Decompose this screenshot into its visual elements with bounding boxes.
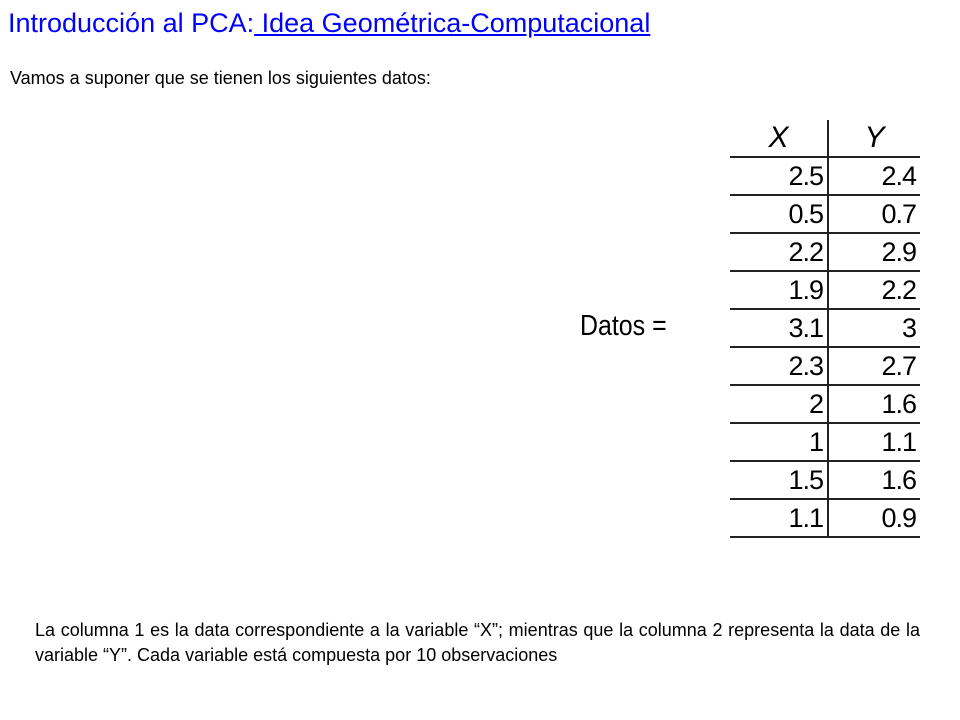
cell-y: 0.7 <box>828 195 920 233</box>
datos-label: Datos = <box>580 310 667 342</box>
cell-x: 2 <box>730 385 828 423</box>
table-row <box>730 195 920 233</box>
cell-x: 2.5 <box>730 157 828 195</box>
table-row <box>730 309 920 347</box>
page-title <box>8 8 650 39</box>
cell-x: 3.1 <box>730 309 828 347</box>
table-row <box>730 233 920 271</box>
title-prefix: Introducción al PCA: <box>8 8 255 38</box>
table-header-row <box>730 120 920 157</box>
footer-text: La columna 1 es la data correspondiente a la variable “X”; mientras que la columna 2 representa la data de la variable “Y”. Cada variable está compuesta por 10 observaciones <box>35 620 920 665</box>
cell-x: 1.1 <box>730 499 828 537</box>
table-row <box>730 347 920 385</box>
table-row <box>730 157 920 195</box>
cell-x: 2.2 <box>730 233 828 271</box>
table-row <box>730 385 920 423</box>
cell-y: 1.1 <box>828 423 920 461</box>
intro-text: Vamos a suponer que se tienen los siguientes datos: <box>10 68 431 88</box>
cell-x: 1 <box>730 423 828 461</box>
cell-x: 1.9 <box>730 271 828 309</box>
cell-y: 2.2 <box>828 271 920 309</box>
cell-y: 1.6 <box>828 385 920 423</box>
cell-y: 2.7 <box>828 347 920 385</box>
cell-y: 0.9 <box>828 499 920 537</box>
cell-y: 2.9 <box>828 233 920 271</box>
table-row <box>730 271 920 309</box>
table-row <box>730 461 920 499</box>
cell-y: 2.4 <box>828 157 920 195</box>
table-row <box>730 423 920 461</box>
header-y: Y <box>864 121 885 154</box>
cell-y: 3 <box>828 309 920 347</box>
title-underlined: Idea Geométrica-Computacional <box>254 8 651 38</box>
header-x: X <box>730 120 828 157</box>
cell-x: 0.5 <box>730 195 828 233</box>
cell-y: 1.6 <box>828 461 920 499</box>
cell-x: 1.5 <box>730 461 828 499</box>
table-row <box>730 499 920 537</box>
cell-x: 2.3 <box>730 347 828 385</box>
data-table <box>730 120 920 538</box>
